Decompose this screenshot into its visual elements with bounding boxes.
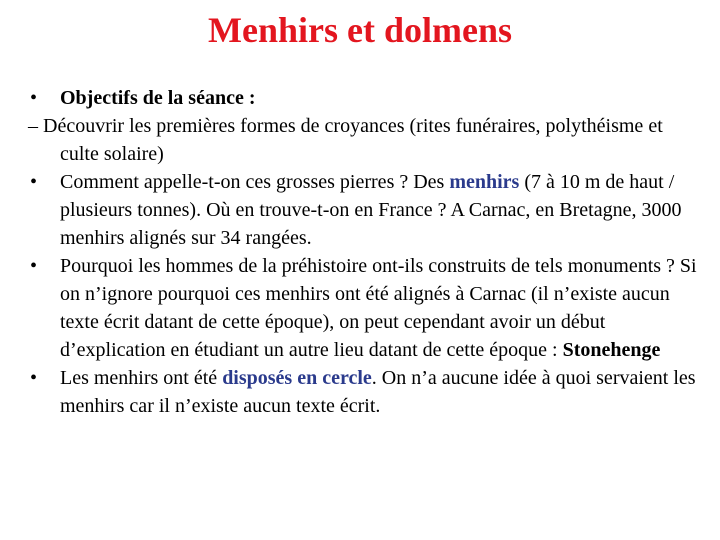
objectives-heading: Objectifs de la séance : — [60, 87, 256, 109]
menhirs-text-before: Comment appelle-t-on ces grosses pierres ? Des — [60, 171, 450, 193]
bullet-why — [28, 252, 698, 364]
bullet-objectives — [28, 84, 698, 112]
circle-highlight: disposés en cercle — [222, 367, 372, 389]
circle-text-after: . On n’a aucune idée à quoi servaient les menhirs car il n’existe aucun texte écrit. — [60, 367, 696, 417]
bullet-circle — [28, 364, 698, 420]
stonehenge-highlight: Stonehenge — [562, 339, 661, 361]
bullet-icon: • — [30, 171, 38, 193]
menhirs-text-after: (7 à 10 m de haut / plusieurs tonnes). Où en trouve-t-on en France ? A Carnac, en Bretagne, 3000 menhirs alignés sur 34 rangées. — [60, 171, 682, 249]
bullet-icon: • — [30, 367, 38, 389]
menhirs-highlight: menhirs — [449, 171, 520, 193]
dash-item-discover — [28, 112, 698, 168]
bullet-icon: • — [30, 87, 38, 109]
slide-content — [28, 84, 698, 420]
slide-title: Menhirs et dolmens — [208, 10, 512, 50]
bullet-icon: • — [30, 255, 38, 277]
dash-icon: – — [28, 115, 38, 137]
bullet-menhirs — [28, 168, 698, 252]
circle-text-before: Les menhirs ont été — [60, 367, 223, 389]
discover-text: Découvrir les premières formes de croyances (rites funéraires, polythéisme et culte solaire) — [43, 115, 663, 165]
why-text-before: Pourquoi les hommes de la préhistoire ont-ils construits de tels monuments ? Si on n’ignore pourquoi ces menhirs ont été alignés à Carnac (il n’existe aucun texte écrit datant de cette époque), on peut cependant avoir un début d’explication en étudiant un autre lieu datant de cette époque : — [60, 255, 697, 361]
